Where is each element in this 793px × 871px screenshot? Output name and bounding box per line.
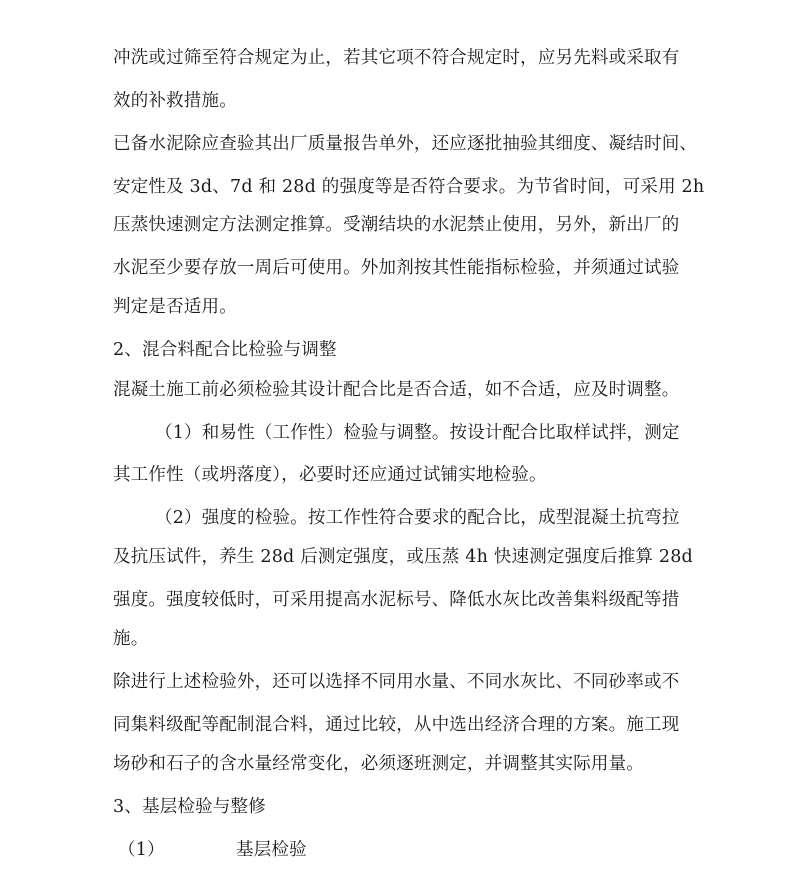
paragraph-line: 水泥至少要存放一周后可使用。外加剂按其性能指标检验，并须通过试验 (113, 258, 680, 278)
sub-item-title: 基层检验 (236, 840, 307, 860)
paragraph-line: （2）强度的检验。按工作性符合要求的配合比，成型混凝土抗弯拉 (155, 508, 680, 528)
paragraph-line: 安定性及 3d、7d 和 28d 的强度等是否符合要求。为节省时间，可采用 2h (113, 177, 705, 197)
paragraph-line: 判定是否适用。 (113, 297, 237, 317)
sub-item-number: （1） (118, 840, 165, 860)
paragraph-line: 及抗压试件，养生 28d 后测定强度，或压蒸 4h 快速测定强度后推算 28d (113, 547, 693, 567)
paragraph-line: 冲洗或过筛至符合规定为止，若其它项不符合规定时，应另先料或采取有 (113, 48, 680, 68)
paragraph-line: 压蒸快速测定方法测定推算。受潮结块的水泥禁止使用，另外，新出厂的 (113, 215, 680, 235)
paragraph-line: 除进行上述检验外，还可以选择不同用水量、不同水灰比、不同砂率或不 (113, 672, 680, 692)
section-heading: 2、混合料配合比检验与调整 (113, 340, 337, 360)
paragraph-line: 强度。强度较低时，可采用提高水泥标号、降低水灰比改善集料级配等措 (113, 590, 680, 610)
paragraph-line: 其工作性（或坍落度），必要时还应通过试铺实地检验。 (113, 465, 547, 485)
paragraph-line: （1）和易性（工作性）检验与调整。按设计配合比取样试拌，测定 (155, 423, 680, 443)
section-heading: 3、基层检验与整修 (113, 797, 266, 817)
paragraph-line: 同集料级配等配制混合料，通过比较，从中选出经济合理的方案。施工现 (113, 715, 680, 735)
paragraph-line: 已备水泥除应查验其出厂质量报告单外，还应逐批抽验其细度、凝结时间、 (113, 134, 698, 154)
paragraph-line: 场砂和石子的含水量经常变化，必须逐班测定，并调整其实际用量。 (113, 754, 644, 774)
paragraph-line: 施。 (113, 629, 149, 649)
paragraph-line: 效的补救措施。 (113, 91, 237, 111)
paragraph-line: 混凝土施工前必须检验其设计配合比是否合适，如不合适，应及时调整。 (113, 380, 680, 400)
